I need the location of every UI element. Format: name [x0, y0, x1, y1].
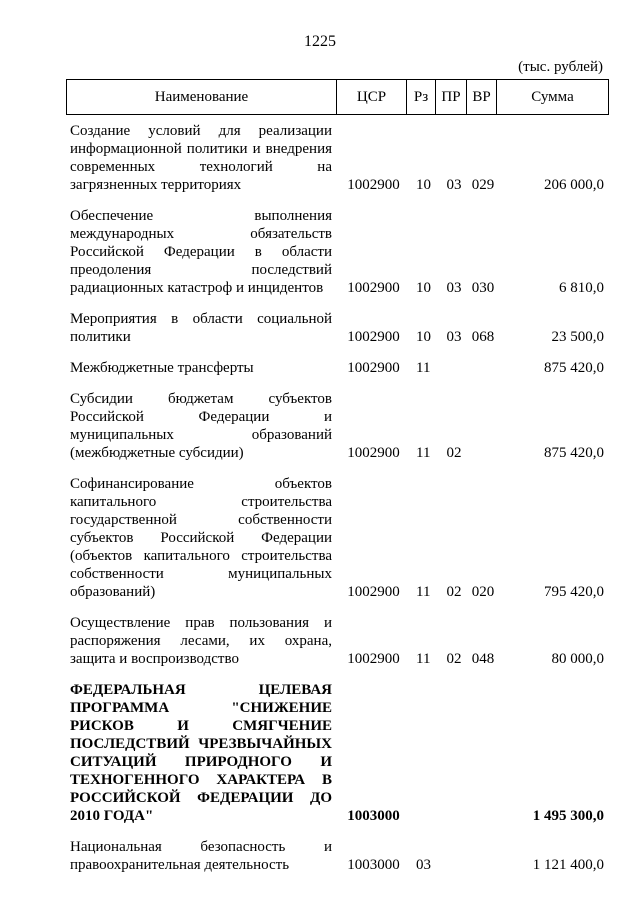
cell-name: Национальная безопасность и правоохранительная деятельность [70, 839, 332, 873]
cell-sum: 875 420,0 [544, 445, 604, 461]
cell-sum: 795 420,0 [544, 584, 604, 600]
cell-sum: 875 420,0 [544, 360, 604, 376]
cell-rz: 11 [416, 584, 431, 600]
cell-name: Субсидии бюджетам субъектов Российской Федерации и муниципальных образований (межбюджетные субсидии) [70, 391, 332, 461]
cell-csr: 1002900 [347, 584, 400, 600]
header-rz: Рз [407, 80, 436, 115]
cell-csr: 1002900 [347, 177, 400, 193]
cell-rz: 10 [416, 329, 431, 345]
cell-sum: 1 495 300,0 [532, 808, 604, 824]
cell-vr: 029 [471, 177, 495, 193]
cell-name: Создание условий для реализации информационной политики и внедрения современных технологий на загрязненных территориях [70, 123, 332, 193]
cell-csr: 1002900 [347, 360, 400, 376]
cell-pr: 02 [446, 445, 462, 461]
header-vr: ВР [467, 80, 497, 115]
cell-sum: 1 121 400,0 [532, 857, 604, 873]
table-row [66, 359, 608, 377]
cell-sum: 23 500,0 [551, 329, 604, 345]
table-row [66, 475, 608, 601]
cell-csr: 1002900 [347, 445, 400, 461]
header-name: Наименование [67, 80, 337, 115]
cell-vr: 068 [471, 329, 495, 345]
cell-name: ФЕДЕРАЛЬНАЯ ЦЕЛЕВАЯ ПРОГРАММА "СНИЖЕНИЕ РИСКОВ И СМЯГЧЕНИЕ ПОСЛЕДСТВИЙ ЧРЕЗВЫЧАЙНЫХ СИТУАЦИЙ ПРИРОДНОГО И ТЕХНОГЕННОГО ХАРАКТЕРА В РОССИЙСКОЙ ФЕДЕРАЦИИ ДО 2010 ГОДА" [70, 682, 332, 824]
cell-csr: 1002900 [347, 280, 400, 296]
table-row [66, 122, 608, 194]
cell-vr: 048 [471, 651, 495, 667]
cell-csr: 1003000 [347, 808, 400, 824]
cell-vr: 030 [471, 280, 495, 296]
cell-csr: 1003000 [347, 857, 400, 873]
table-row [66, 390, 608, 462]
cell-pr: 03 [446, 177, 462, 193]
cell-name: Обеспечение выполнения международных обязательств Российской Федерации в области преодоления последствий радиационных катастроф и инцидентов [70, 208, 332, 296]
header-csr: ЦСР [337, 80, 407, 115]
cell-rz: 10 [416, 280, 431, 296]
cell-rz: 11 [416, 445, 431, 461]
cell-pr: 03 [446, 280, 462, 296]
header-pr: ПР [436, 80, 467, 115]
cell-sum: 80 000,0 [551, 651, 604, 667]
table-row [66, 614, 608, 668]
table-row [66, 207, 608, 297]
cell-pr: 02 [446, 584, 462, 600]
cell-rz: 11 [416, 651, 431, 667]
cell-vr: 020 [471, 584, 495, 600]
cell-pr: 02 [446, 651, 462, 667]
cell-name: Мероприятия в области социальной политики [70, 311, 332, 345]
table-row [66, 838, 608, 874]
table-row [66, 681, 608, 825]
cell-csr: 1002900 [347, 651, 400, 667]
budget-table-body [66, 122, 608, 887]
header-sum: Сумма [497, 80, 609, 115]
table-row [66, 310, 608, 346]
cell-pr: 03 [446, 329, 462, 345]
cell-rz: 03 [416, 857, 431, 873]
cell-rz: 11 [416, 360, 431, 376]
cell-name: Осуществление прав пользования и распоряжения лесами, их охрана, защита и воспроизводство [70, 615, 332, 667]
cell-csr: 1002900 [347, 329, 400, 345]
cell-sum: 6 810,0 [559, 280, 604, 296]
cell-name: Межбюджетные трансферты [70, 360, 254, 376]
cell-name: Софинансирование объектов капитального строительства государственной собственности субъектов Российской Федерации (объектов капитального строительства собственности муниципальных образований) [70, 476, 332, 600]
table-header [66, 79, 609, 115]
cell-sum: 206 000,0 [544, 177, 604, 193]
cell-rz: 10 [416, 177, 431, 193]
units-label: (тыс. рублей) [518, 59, 603, 75]
page-number: 1225 [304, 33, 336, 50]
